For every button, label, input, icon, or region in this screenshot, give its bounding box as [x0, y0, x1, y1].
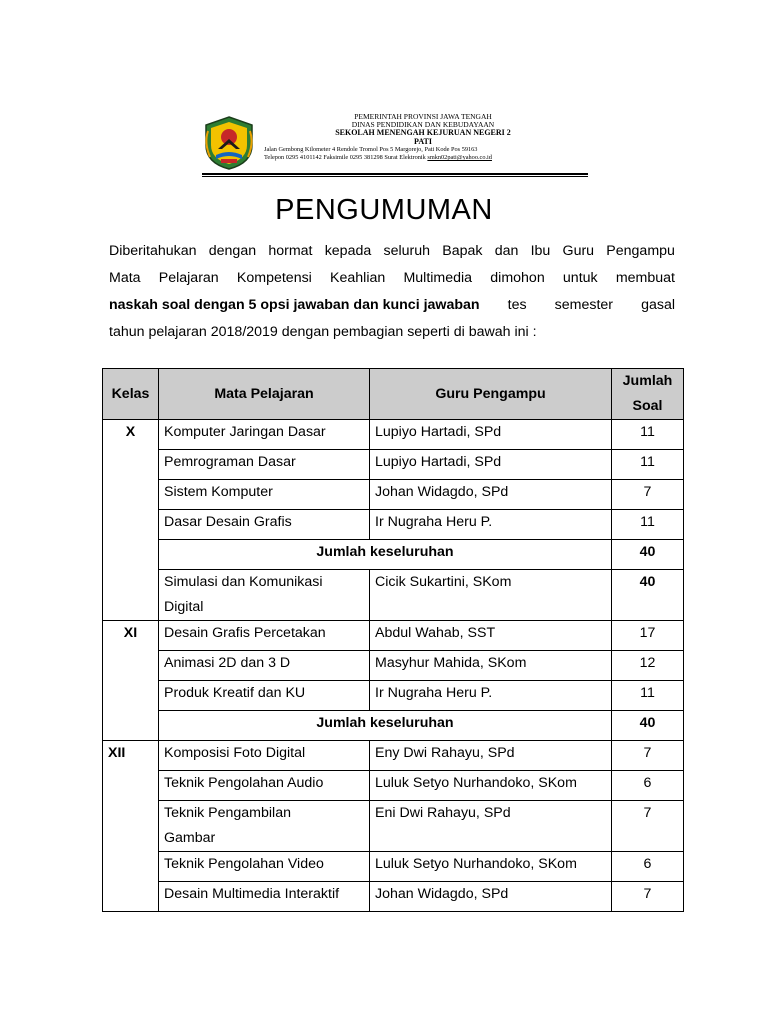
- word: membuat: [615, 270, 675, 286]
- cell-guru: Ir Nugraha Heru P.: [370, 510, 612, 540]
- cell-guru: Abdul Wahab, SST: [370, 621, 612, 651]
- cell-jumlah: 6: [612, 771, 684, 801]
- cell-mapel: Animasi 2D dan 3 D: [159, 651, 370, 681]
- table-row: [103, 510, 684, 540]
- word: Pelajaran: [158, 270, 219, 286]
- cell-mapel: Komputer Jaringan Dasar: [159, 420, 370, 450]
- assignment-table: [102, 368, 684, 912]
- cell-mapel: Produk Kreatif dan KU: [159, 681, 370, 711]
- cell-jumlah: 11: [612, 420, 684, 450]
- cell-mapel: Dasar Desain Grafis: [159, 510, 370, 540]
- letterhead-rule-thin: [202, 176, 588, 177]
- cell-jumlah: 7: [612, 882, 684, 912]
- table-row: [103, 651, 684, 681]
- class-label-xii: XII: [103, 741, 159, 912]
- table-row: [103, 420, 684, 450]
- table-row: [103, 570, 684, 621]
- total-label: Jumlah keseluruhan: [159, 711, 612, 741]
- cell-mapel-line1: Teknik Pengambilan: [164, 805, 291, 821]
- header-jumlah-line1: Jumlah: [622, 373, 673, 389]
- letterhead-rule: [202, 173, 588, 175]
- total-value: 40: [612, 711, 684, 741]
- table-row: [103, 621, 684, 651]
- cell-mapel-line2: Gambar: [164, 830, 216, 846]
- cell-jumlah: 12: [612, 651, 684, 681]
- word: Guru: [562, 243, 595, 259]
- cell-guru: Ir Nugraha Heru P.: [370, 681, 612, 711]
- table-row: [103, 741, 684, 771]
- table-row: [103, 480, 684, 510]
- paragraph-line-2: [109, 265, 675, 292]
- table-row: [103, 681, 684, 711]
- cell-jumlah: 40: [612, 570, 684, 621]
- cell-guru: Johan Widagdo, SPd: [370, 882, 612, 912]
- cell-jumlah: 6: [612, 852, 684, 882]
- header-jumlah-line2: Soal: [632, 398, 663, 414]
- letterhead-school: SEKOLAH MENENGAH KEJURUAN NEGERI 2: [335, 128, 511, 138]
- table-row: [103, 771, 684, 801]
- word: Bapak: [442, 243, 483, 259]
- cell-guru: Cicik Sukartini, SKom: [370, 570, 612, 621]
- cell-guru: Lupiyo Hartadi, SPd: [370, 420, 612, 450]
- table-row: [103, 450, 684, 480]
- cell-guru: Masyhur Mahida, SKom: [370, 651, 612, 681]
- word: Diberitahukan: [109, 243, 197, 259]
- word: seluruh: [383, 243, 431, 259]
- cell-mapel: [159, 570, 370, 621]
- letterhead-email-link[interactable]: smkn02pati@yahoo.co.id: [427, 154, 492, 162]
- header-guru-pengampu: Guru Pengampu: [370, 369, 612, 420]
- letterhead-contact: [260, 154, 586, 163]
- word: semester: [554, 297, 613, 313]
- cell-mapel-line2: Digital: [164, 599, 204, 615]
- letterhead-address: Jalan Gembong Kilometer 4 Rendole Tromol Pos 5 Margorejo, Pati Kode Pos 59163: [264, 145, 478, 153]
- letterhead: [202, 113, 588, 177]
- total-label: Jumlah keseluruhan: [159, 540, 612, 570]
- cell-mapel: [159, 801, 370, 852]
- cell-mapel: Desain Grafis Percetakan: [159, 621, 370, 651]
- word: kepada: [324, 243, 372, 259]
- cell-jumlah: 7: [612, 480, 684, 510]
- table-row: [103, 801, 684, 852]
- cell-mapel: Pemrograman Dasar: [159, 450, 370, 480]
- letterhead-contact-text: Telepon 0295 4101142 Faksimile 0295 381298 Surat Elektronik: [264, 154, 426, 162]
- cell-jumlah: 11: [612, 450, 684, 480]
- word: dan: [494, 243, 519, 259]
- central-java-emblem-icon: [202, 115, 256, 171]
- table-header-row: [103, 369, 684, 420]
- paragraph-line-4: tahun pelajaran 2018/2019 dengan pembagian seperti di bawah ini :: [109, 324, 537, 340]
- total-row: [103, 540, 684, 570]
- word: dengan: [208, 243, 257, 259]
- cell-guru: Luluk Setyo Nurhandoko, SKom: [370, 771, 612, 801]
- letterhead-city: PATI: [414, 136, 432, 146]
- cell-jumlah: 7: [612, 741, 684, 771]
- cell-mapel: Sistem Komputer: [159, 480, 370, 510]
- paragraph-line-1: [109, 238, 675, 265]
- cell-mapel: Teknik Pengolahan Audio: [159, 771, 370, 801]
- cell-mapel: Teknik Pengolahan Video: [159, 852, 370, 882]
- table-row: [103, 852, 684, 882]
- letterhead-province: PEMERINTAH PROVINSI JAWA TENGAH: [354, 112, 492, 121]
- word: Mata: [109, 270, 141, 286]
- paragraph-line-3: [109, 292, 675, 319]
- word: untuk: [562, 270, 598, 286]
- cell-jumlah: 11: [612, 510, 684, 540]
- cell-guru: Eni Dwi Rahayu, SPd: [370, 801, 612, 852]
- class-label-x: X: [103, 420, 159, 621]
- cell-guru: Luluk Setyo Nurhandoko, SKom: [370, 852, 612, 882]
- cell-guru: Johan Widagdo, SPd: [370, 480, 612, 510]
- letterhead-agency: DINAS PENDIDIKAN DAN KEBUDAYAAN: [351, 120, 495, 130]
- announcement-paragraph: [109, 238, 675, 346]
- cell-guru: Eny Dwi Rahayu, SPd: [370, 741, 612, 771]
- header-jumlah-soal: [612, 369, 684, 420]
- cell-jumlah: 17: [612, 621, 684, 651]
- class-label-xi: XI: [103, 621, 159, 741]
- word: hormat: [268, 243, 313, 259]
- cell-jumlah: 11: [612, 681, 684, 711]
- cell-jumlah: 7: [612, 801, 684, 852]
- word: Pengampu: [606, 243, 675, 259]
- word: tes: [507, 297, 527, 313]
- cell-mapel-line1: Simulasi dan Komunikasi: [164, 574, 323, 590]
- word: dimohon: [490, 270, 545, 286]
- total-row: [103, 711, 684, 741]
- word: Ibu: [530, 243, 551, 259]
- page-title: PENGUMUMAN: [275, 194, 493, 226]
- cell-mapel: Komposisi Foto Digital: [159, 741, 370, 771]
- word: Multimedia: [403, 270, 473, 286]
- table-row: [103, 882, 684, 912]
- header-kelas: Kelas: [103, 369, 159, 420]
- word: gasal: [641, 297, 675, 313]
- word: Keahlian: [330, 270, 386, 286]
- emphasis-text: naskah soal dengan 5 opsi jawaban dan kunci jawaban: [109, 297, 480, 313]
- word: Kompetensi: [236, 270, 312, 286]
- cell-mapel: Desain Multimedia Interaktif: [159, 882, 370, 912]
- total-value: 40: [612, 540, 684, 570]
- cell-guru: Lupiyo Hartadi, SPd: [370, 450, 612, 480]
- header-mata-pelajaran: Mata Pelajaran: [159, 369, 370, 420]
